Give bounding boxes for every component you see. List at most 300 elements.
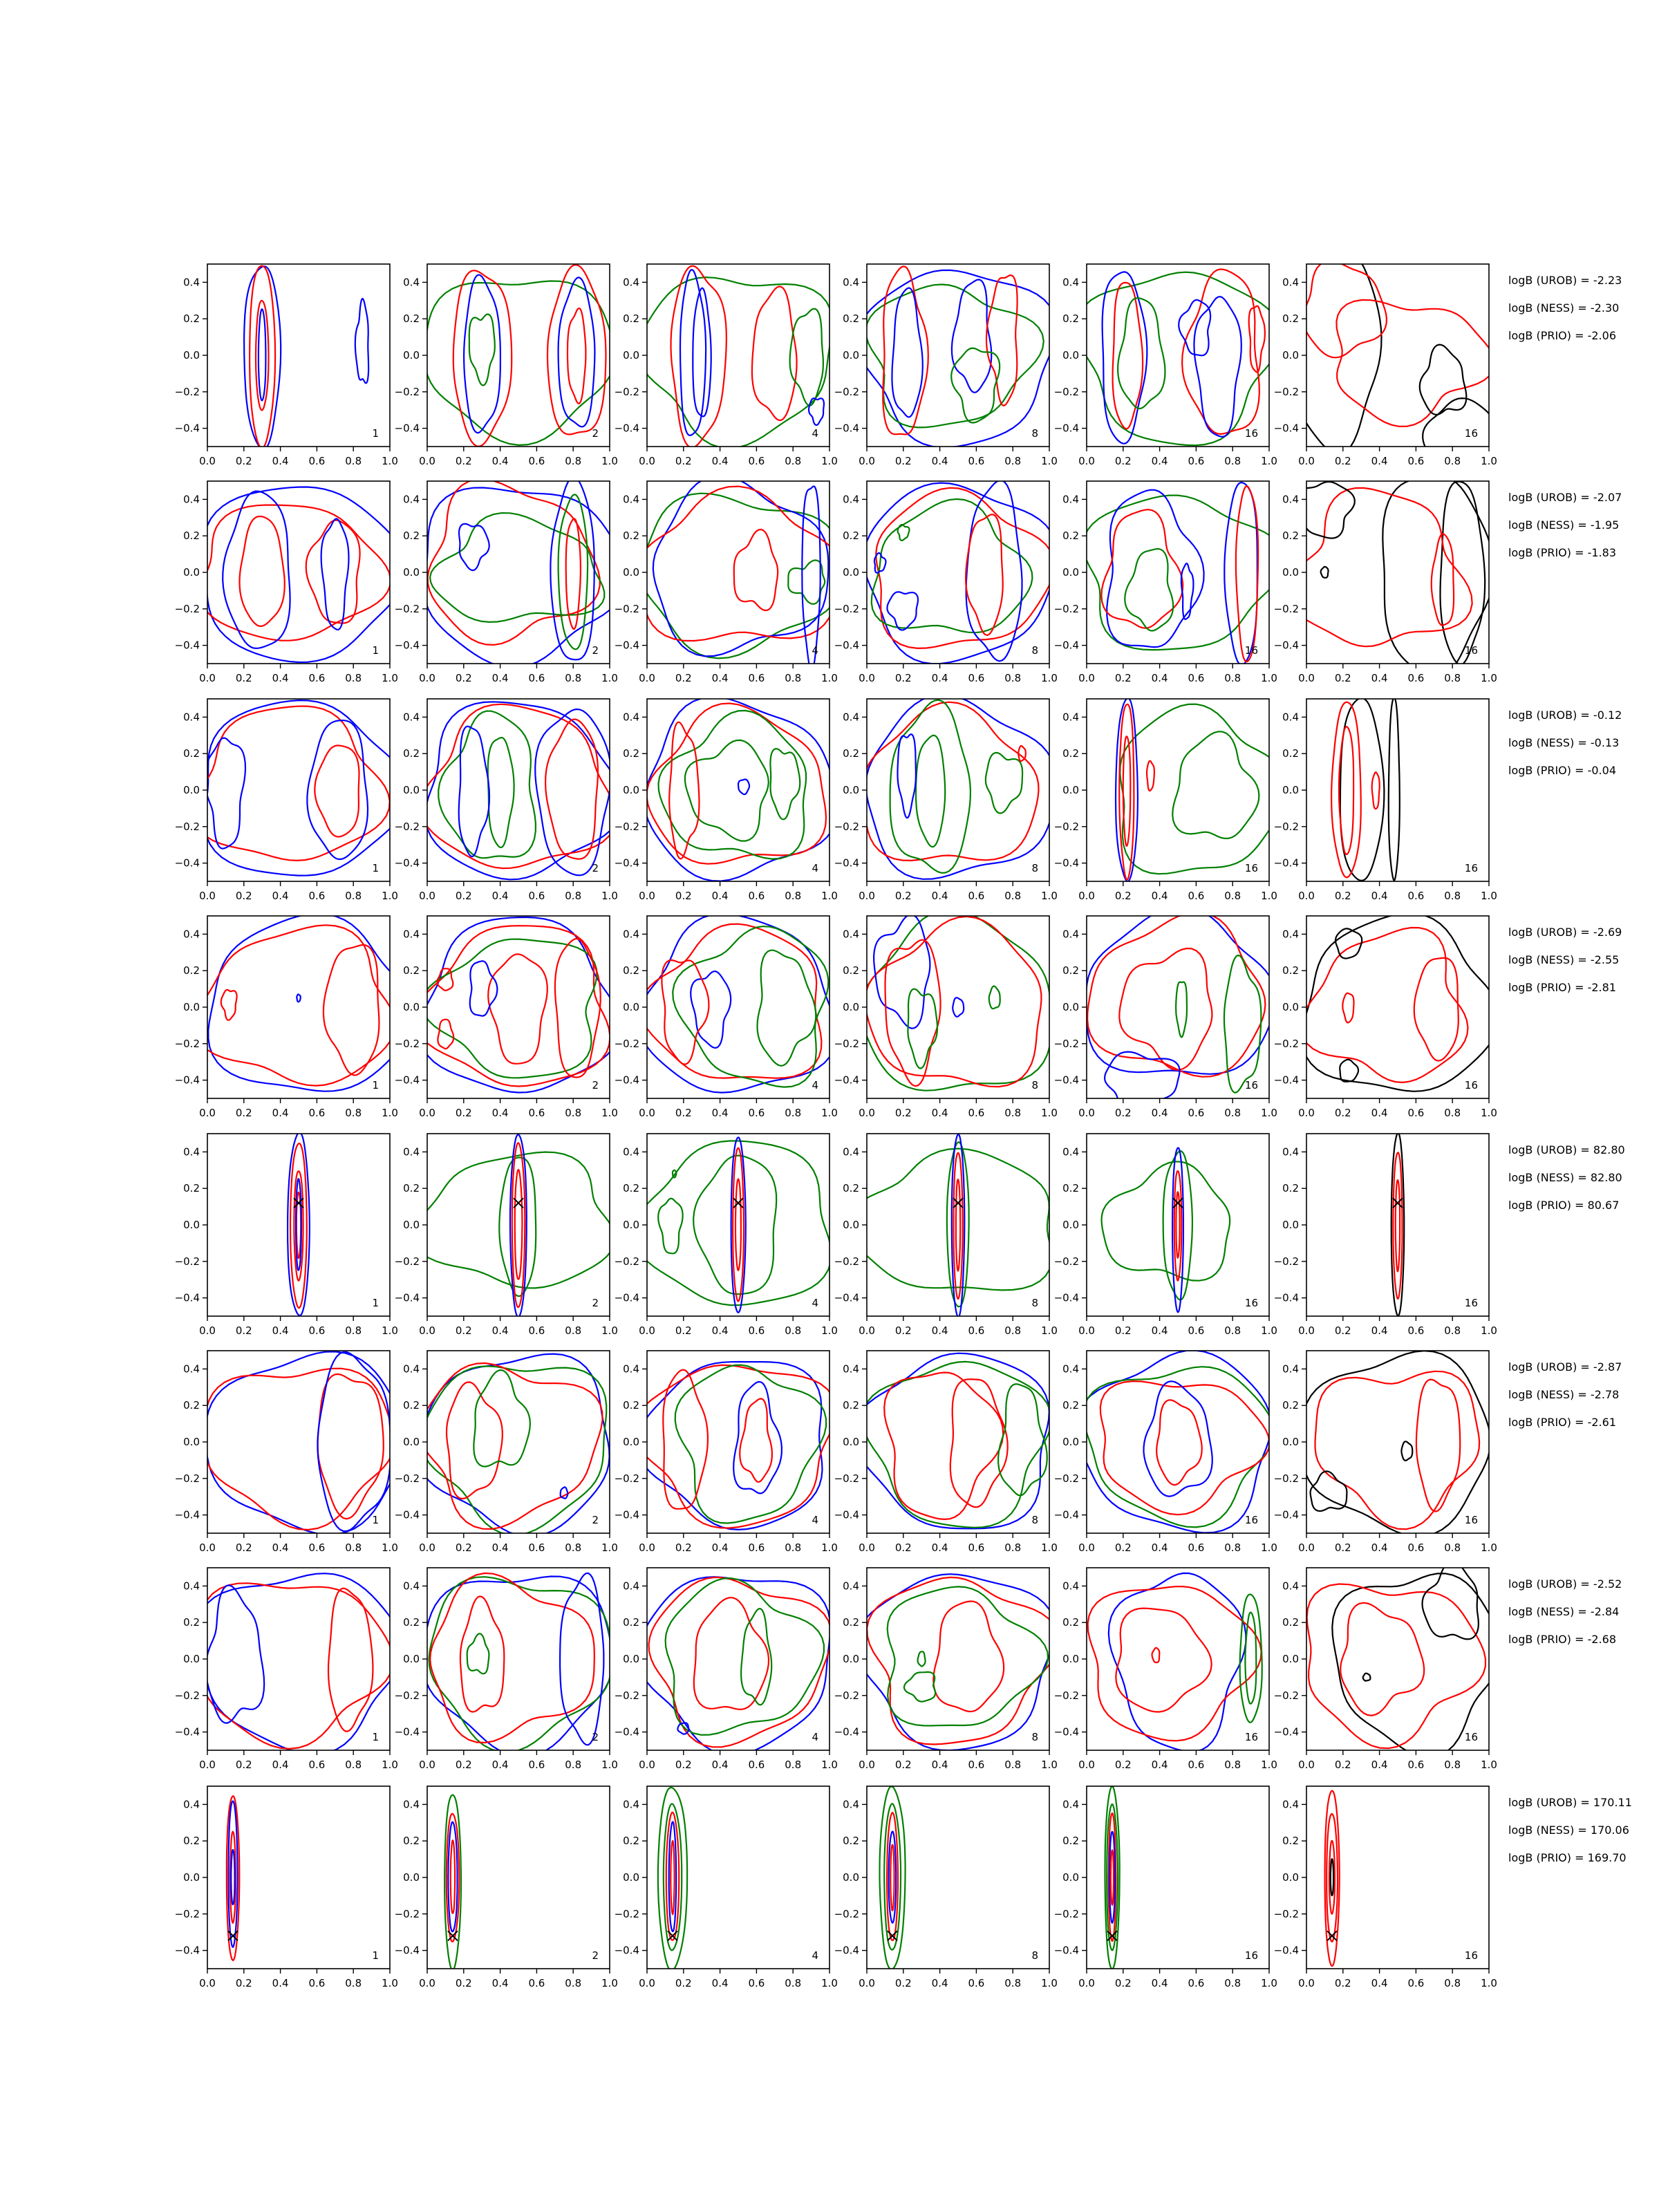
contour-group	[1105, 1786, 1120, 1969]
x-tick-label: 0.0	[1298, 890, 1315, 902]
contour-line-red	[555, 939, 601, 1078]
x-tick-label: 1.0	[1041, 455, 1058, 467]
y-tick-label: 0.4	[183, 1580, 200, 1593]
contour-panel	[395, 699, 623, 902]
x-tick-label: 0.2	[1114, 1324, 1132, 1337]
y-tick-label: −0.4	[834, 1291, 859, 1304]
x-tick-label: 0.0	[199, 1977, 216, 1989]
x-tick-label: 1.0	[1261, 1107, 1277, 1119]
contour-line-red	[250, 266, 275, 449]
axes-frame	[867, 1351, 1049, 1533]
y-tick-label: 0.2	[1062, 1399, 1079, 1412]
x-tick-label: 0.0	[639, 672, 655, 684]
y-tick-label: 0.2	[1062, 747, 1079, 760]
y-tick-label: 0.4	[403, 1145, 420, 1159]
x-tick-label: 0.6	[1188, 1977, 1205, 1989]
panel-iteration-label: 1	[372, 644, 379, 657]
contour-line-blue	[204, 700, 409, 876]
contour-line-green	[758, 950, 816, 1066]
panel-iteration-label: 8	[1031, 1514, 1038, 1526]
contour-line-blue	[863, 483, 1057, 664]
x-tick-label: 0.8	[1004, 455, 1022, 467]
x-tick-label: 0.8	[1224, 455, 1241, 467]
x-tick-label: 0.4	[711, 1977, 729, 1989]
x-tick-label: 0.8	[1224, 1977, 1241, 1989]
x-tick-label: 0.4	[931, 455, 948, 467]
x-tick-label: 0.4	[1371, 1541, 1388, 1554]
y-tick-label: 0.4	[403, 1362, 420, 1376]
contour-panel	[1274, 250, 1497, 472]
y-tick-label: −0.4	[834, 1725, 859, 1738]
contour-group	[1116, 698, 1288, 881]
logb-annotation: logB (UROB) = -2.07	[1508, 491, 1622, 504]
y-tick-label: −0.4	[614, 639, 639, 652]
y-tick-label: −0.2	[174, 1255, 200, 1268]
contour-group	[197, 1573, 403, 1754]
x-tick-label: 0.8	[345, 455, 362, 467]
y-tick-label: 0.4	[1062, 1798, 1079, 1811]
y-tick-label: 0.0	[1062, 1653, 1079, 1665]
x-tick-label: 1.0	[1481, 672, 1497, 684]
contour-line-black	[1389, 698, 1400, 881]
x-tick-label: 0.4	[272, 1324, 289, 1337]
y-tick-label: −0.4	[614, 1944, 639, 1957]
y-tick-label: 0.4	[843, 1145, 859, 1159]
y-tick-label: 0.4	[843, 1798, 859, 1811]
y-tick-label: −0.4	[1273, 1725, 1299, 1738]
x-tick-label: 0.6	[528, 1107, 545, 1119]
contour-line-green	[474, 1370, 530, 1467]
x-tick-label: 0.4	[931, 1324, 948, 1337]
contour-group	[1083, 482, 1285, 665]
y-tick-label: −0.4	[1273, 639, 1299, 652]
y-tick-label: 0.2	[623, 529, 639, 543]
contour-panel	[1054, 481, 1286, 684]
contour-panel	[1054, 1134, 1277, 1337]
contour-panel	[834, 1568, 1059, 1771]
logb-annotation: logB (NESS) = -2.30	[1508, 301, 1620, 315]
x-tick-label: 0.2	[1334, 1977, 1351, 1989]
y-tick-label: 0.4	[843, 928, 859, 941]
contour-line-blue	[560, 1573, 603, 1745]
x-tick-label: 0.0	[639, 1324, 655, 1337]
contour-group	[857, 266, 1057, 447]
figure-row	[175, 907, 1622, 1120]
y-tick-label: −0.4	[834, 1944, 859, 1957]
y-tick-label: 0.4	[403, 711, 420, 724]
contour-line-green	[639, 277, 833, 448]
x-tick-label: 1.0	[1261, 1324, 1277, 1337]
contour-line-blue	[1105, 1052, 1179, 1112]
x-tick-label: 0.2	[1114, 890, 1132, 902]
contour-line-red	[1396, 1180, 1400, 1271]
x-tick-label: 1.0	[1041, 1107, 1058, 1119]
contour-line-green	[790, 309, 823, 406]
y-tick-label: −0.4	[614, 856, 639, 870]
x-tick-label: 1.0	[601, 890, 618, 902]
x-tick-label: 0.0	[1298, 1107, 1315, 1119]
panel-iteration-label: 16	[1464, 1079, 1478, 1091]
x-tick-label: 0.6	[528, 672, 545, 684]
axes-frame	[867, 916, 1049, 1098]
x-tick-label: 1.0	[601, 1977, 618, 1989]
contour-panel	[395, 1568, 618, 1771]
contour-line-blue	[1144, 1381, 1212, 1497]
contour-line-green	[685, 740, 769, 841]
x-tick-label: 1.0	[382, 1107, 398, 1119]
logb-annotation: logB (NESS) = -2.78	[1508, 1388, 1620, 1401]
y-tick-label: −0.2	[614, 1472, 639, 1485]
x-tick-label: 0.8	[1224, 1759, 1241, 1771]
y-tick-label: 0.4	[403, 276, 420, 289]
y-tick-label: −0.2	[1053, 385, 1079, 398]
y-tick-label: −0.4	[394, 1725, 420, 1738]
y-tick-label: 0.0	[403, 1219, 420, 1231]
x-tick-label: 0.6	[528, 1541, 545, 1554]
x-tick-label: 0.8	[345, 672, 362, 684]
contour-line-green	[469, 315, 495, 386]
x-tick-label: 0.8	[785, 455, 802, 467]
y-tick-label: −0.2	[834, 602, 859, 615]
contour-line-red	[430, 1573, 594, 1743]
contour-panel	[175, 1351, 406, 1554]
x-tick-label: 0.4	[272, 672, 289, 684]
contour-line-red	[256, 301, 269, 411]
x-tick-label: 0.8	[785, 1759, 802, 1771]
y-tick-label: 0.4	[403, 1798, 420, 1811]
y-tick-label: −0.2	[1053, 1037, 1079, 1050]
contour-group	[658, 1788, 687, 1971]
y-tick-label: −0.2	[394, 602, 420, 615]
y-tick-label: 0.4	[843, 276, 859, 289]
y-tick-label: 0.2	[1062, 529, 1079, 543]
x-tick-label: 0.4	[931, 1977, 948, 1989]
contour-line-red	[1123, 736, 1131, 846]
x-tick-label: 0.6	[308, 672, 326, 684]
y-tick-label: −0.2	[614, 385, 639, 398]
contour-line-green	[658, 1788, 687, 1971]
contour-group	[423, 1573, 613, 1756]
x-tick-label: 0.6	[748, 890, 765, 902]
y-tick-label: −0.4	[1053, 1725, 1079, 1738]
contour-line-blue	[733, 1382, 782, 1494]
panel-iteration-label: 8	[1031, 1949, 1038, 1962]
contour-group	[639, 475, 841, 671]
contour-panel	[1274, 1562, 1502, 1771]
x-tick-label: 0.0	[859, 1107, 875, 1119]
panel-iteration-label: 8	[1031, 1079, 1038, 1091]
y-tick-label: −0.4	[1053, 1291, 1079, 1304]
x-tick-label: 1.0	[821, 1759, 838, 1771]
x-tick-label: 1.0	[382, 455, 398, 467]
y-tick-label: 0.4	[1062, 1145, 1079, 1159]
contour-group	[644, 697, 838, 881]
contour-line-green	[658, 1199, 682, 1254]
panel-iteration-label: 16	[1464, 1731, 1478, 1743]
contour-line-red	[1339, 727, 1353, 854]
y-tick-label: −0.4	[1053, 856, 1079, 870]
panel-iteration-label: 1	[372, 1514, 379, 1526]
x-tick-label: 0.2	[235, 1759, 252, 1771]
contour-line-green	[898, 525, 910, 541]
axes-frame	[427, 1134, 610, 1316]
y-tick-label: 0.0	[843, 1001, 859, 1013]
x-tick-label: 0.0	[859, 455, 875, 467]
y-tick-label: 0.2	[403, 964, 420, 977]
contour-line-red	[1416, 1380, 1460, 1512]
y-tick-label: 0.4	[183, 1362, 200, 1376]
y-tick-label: −0.4	[1053, 422, 1079, 435]
x-tick-label: 0.2	[235, 455, 252, 467]
contour-panel	[615, 1786, 838, 1989]
y-tick-label: −0.2	[394, 1689, 420, 1702]
x-tick-label: 1.0	[1041, 1977, 1058, 1989]
x-tick-label: 1.0	[1261, 1759, 1277, 1771]
y-tick-label: 0.4	[1282, 1580, 1299, 1593]
contour-line-green	[986, 753, 1022, 814]
contour-group	[424, 477, 626, 668]
contour-line-red	[671, 1841, 674, 1914]
y-tick-label: −0.4	[834, 639, 859, 652]
x-tick-label: 0.2	[894, 455, 912, 467]
y-tick-label: 0.0	[1282, 1436, 1299, 1448]
y-tick-label: 0.0	[403, 1653, 420, 1665]
contour-group	[1102, 1148, 1230, 1313]
y-tick-label: −0.4	[834, 1074, 859, 1087]
panel-iteration-label: 1	[372, 862, 379, 874]
x-tick-label: 0.8	[1444, 1759, 1461, 1771]
y-tick-label: 0.2	[843, 1399, 859, 1412]
x-tick-label: 0.8	[565, 1324, 582, 1337]
x-tick-label: 0.4	[711, 1541, 729, 1554]
y-tick-label: −0.4	[394, 1291, 420, 1304]
x-tick-label: 0.2	[455, 672, 472, 684]
contour-line-blue	[952, 280, 991, 393]
y-tick-label: 0.2	[403, 1616, 420, 1629]
x-tick-label: 1.0	[1041, 1759, 1058, 1771]
x-tick-label: 0.0	[1078, 1977, 1095, 1989]
y-tick-label: 0.2	[183, 1182, 200, 1195]
y-tick-label: 0.0	[1062, 1219, 1079, 1231]
y-tick-label: 0.2	[1282, 1835, 1299, 1848]
axes-frame	[1087, 481, 1269, 664]
y-tick-label: 0.0	[843, 1219, 859, 1231]
y-tick-label: −0.4	[614, 1725, 639, 1738]
y-tick-label: 0.0	[403, 784, 420, 796]
x-tick-label: 1.0	[382, 1977, 398, 1989]
y-tick-label: −0.2	[834, 1472, 859, 1485]
x-tick-label: 0.8	[1224, 672, 1241, 684]
y-tick-label: 0.2	[843, 1182, 859, 1195]
contour-line-black	[1420, 345, 1467, 415]
x-tick-label: 0.2	[1334, 1107, 1351, 1119]
y-tick-label: −0.4	[394, 1944, 420, 1957]
y-tick-label: 0.2	[183, 1616, 200, 1629]
contour-line-black	[1363, 1674, 1371, 1681]
contour-group	[418, 1354, 610, 1537]
figure-row	[175, 1351, 1622, 1554]
x-tick-label: 0.4	[711, 1107, 729, 1119]
contour-panel	[834, 480, 1058, 684]
logb-annotation: logB (PRIO) = -0.04	[1508, 764, 1616, 777]
x-tick-label: 0.4	[272, 1541, 289, 1554]
y-tick-label: −0.2	[1053, 1255, 1079, 1268]
y-tick-label: 0.0	[403, 1001, 420, 1013]
x-tick-label: 0.0	[1298, 455, 1315, 467]
logb-annotation: logB (UROB) = -2.69	[1508, 926, 1622, 939]
x-tick-label: 0.8	[345, 890, 362, 902]
panel-iteration-label: 8	[1031, 427, 1038, 440]
contour-line-black	[1401, 1441, 1412, 1461]
y-tick-label: 0.0	[403, 1871, 420, 1884]
contour-panel	[175, 699, 409, 902]
contour-line-red	[488, 954, 547, 1064]
true-value-marker	[294, 1198, 303, 1208]
contour-line-green	[422, 939, 597, 1078]
contour-panel	[1054, 1351, 1277, 1554]
y-tick-label: 0.2	[183, 1399, 200, 1412]
contour-line-green	[1172, 731, 1259, 838]
panel-iteration-label: 16	[1244, 1731, 1258, 1743]
y-tick-label: 0.0	[1282, 566, 1299, 579]
contour-line-blue	[231, 1850, 234, 1904]
x-tick-label: 0.4	[1151, 1107, 1168, 1119]
contour-line-red	[733, 1148, 744, 1302]
x-tick-label: 0.2	[894, 672, 912, 684]
panel-iteration-label: 2	[592, 1514, 599, 1526]
x-tick-label: 0.8	[565, 1541, 582, 1554]
x-tick-label: 0.0	[199, 455, 216, 467]
y-tick-label: −0.2	[834, 1907, 859, 1920]
y-tick-label: 0.2	[843, 1835, 859, 1848]
x-tick-label: 1.0	[1481, 1977, 1497, 1989]
y-tick-label: −0.4	[1053, 639, 1079, 652]
contour-line-red	[740, 1398, 772, 1481]
true-value-marker	[888, 1931, 897, 1940]
y-tick-label: 0.4	[1062, 928, 1079, 941]
y-tick-label: −0.2	[834, 385, 859, 398]
x-tick-label: 0.6	[1188, 455, 1205, 467]
x-tick-label: 1.0	[821, 1324, 838, 1337]
x-tick-label: 0.2	[1114, 1107, 1132, 1119]
y-tick-label: 0.2	[1282, 1182, 1299, 1195]
x-tick-label: 0.4	[1151, 890, 1168, 902]
y-tick-label: 0.0	[1062, 1871, 1079, 1884]
x-tick-label: 0.4	[272, 1107, 289, 1119]
x-tick-label: 0.0	[419, 455, 435, 467]
contour-group	[1088, 1573, 1262, 1752]
x-tick-label: 1.0	[382, 1541, 398, 1554]
x-tick-label: 0.6	[1407, 1759, 1425, 1771]
y-tick-label: 0.4	[623, 1798, 639, 1811]
true-value-marker	[1327, 1931, 1337, 1940]
figure-row	[175, 1562, 1622, 1771]
y-tick-label: 0.0	[403, 349, 420, 362]
x-tick-label: 0.0	[859, 1977, 875, 1989]
x-tick-label: 0.8	[785, 1977, 802, 1989]
y-tick-label: −0.4	[174, 1725, 200, 1738]
x-tick-label: 0.0	[199, 1759, 216, 1771]
true-value-marker	[733, 1198, 743, 1208]
y-tick-label: 0.0	[1282, 1653, 1299, 1665]
y-tick-label: −0.4	[174, 1944, 200, 1957]
y-tick-label: 0.2	[1062, 1616, 1079, 1629]
x-tick-label: 0.6	[968, 1107, 985, 1119]
contour-panel	[1274, 1133, 1497, 1337]
x-tick-label: 1.0	[1481, 1107, 1497, 1119]
x-tick-label: 0.4	[1371, 672, 1388, 684]
y-tick-label: 0.4	[623, 276, 639, 289]
y-tick-label: 0.0	[1282, 784, 1299, 796]
x-tick-label: 0.0	[1078, 1541, 1095, 1554]
x-tick-label: 0.4	[1371, 1759, 1388, 1771]
x-tick-label: 1.0	[601, 1324, 618, 1337]
x-tick-label: 0.0	[419, 1977, 435, 1989]
x-tick-label: 0.8	[1444, 890, 1461, 902]
contour-line-blue	[874, 915, 930, 1029]
y-tick-label: 0.0	[183, 1653, 200, 1665]
y-tick-label: 0.0	[183, 349, 200, 362]
contour-group	[880, 1786, 906, 1969]
y-tick-label: 0.4	[843, 711, 859, 724]
x-tick-label: 0.6	[1407, 1541, 1425, 1554]
x-tick-label: 0.0	[859, 1324, 875, 1337]
x-tick-label: 0.8	[1444, 1541, 1461, 1554]
panel-iteration-label: 1	[372, 1079, 379, 1091]
x-tick-label: 0.0	[639, 1107, 655, 1119]
logb-annotation: logB (PRIO) = 169.70	[1508, 1851, 1627, 1864]
x-tick-label: 0.4	[711, 672, 729, 684]
axes-frame	[1306, 1134, 1489, 1316]
x-tick-label: 0.6	[748, 455, 765, 467]
contour-line-green	[916, 735, 945, 847]
contour-line-green	[1176, 982, 1187, 1038]
x-tick-label: 0.0	[419, 1541, 435, 1554]
contour-group	[1076, 1351, 1274, 1533]
y-tick-label: 0.4	[1062, 493, 1079, 506]
x-tick-label: 0.0	[419, 672, 435, 684]
logb-annotation: logB (NESS) = 170.06	[1508, 1824, 1629, 1837]
y-tick-label: 0.0	[623, 1219, 639, 1231]
y-tick-label: 0.2	[183, 529, 200, 543]
y-tick-label: 0.2	[403, 312, 420, 326]
y-tick-label: 0.2	[183, 964, 200, 977]
y-tick-label: 0.4	[843, 1580, 859, 1593]
x-tick-label: 0.6	[968, 1759, 985, 1771]
contour-line-red	[240, 516, 285, 626]
y-tick-label: 0.0	[1282, 1001, 1299, 1013]
y-tick-label: −0.2	[394, 1037, 420, 1050]
y-tick-label: 0.0	[1282, 1219, 1299, 1231]
y-tick-label: −0.2	[1273, 1037, 1299, 1050]
y-tick-label: −0.2	[614, 1255, 639, 1268]
y-tick-label: 0.0	[403, 1436, 420, 1448]
contour-line-red	[1303, 261, 1387, 357]
x-tick-label: 0.0	[1298, 1977, 1315, 1989]
x-tick-label: 0.4	[711, 1324, 729, 1337]
x-tick-label: 1.0	[601, 672, 618, 684]
contour-panel	[395, 1786, 618, 1989]
x-tick-label: 0.6	[528, 890, 545, 902]
x-tick-label: 0.4	[931, 1107, 948, 1119]
x-tick-label: 0.0	[1298, 1759, 1315, 1771]
y-tick-label: 0.4	[843, 1362, 859, 1376]
y-tick-label: 0.0	[1062, 566, 1079, 579]
panel-iteration-label: 16	[1244, 1514, 1258, 1526]
contour-panel	[175, 914, 414, 1119]
x-tick-label: 0.4	[272, 1759, 289, 1771]
contour-panel	[1274, 476, 1497, 685]
